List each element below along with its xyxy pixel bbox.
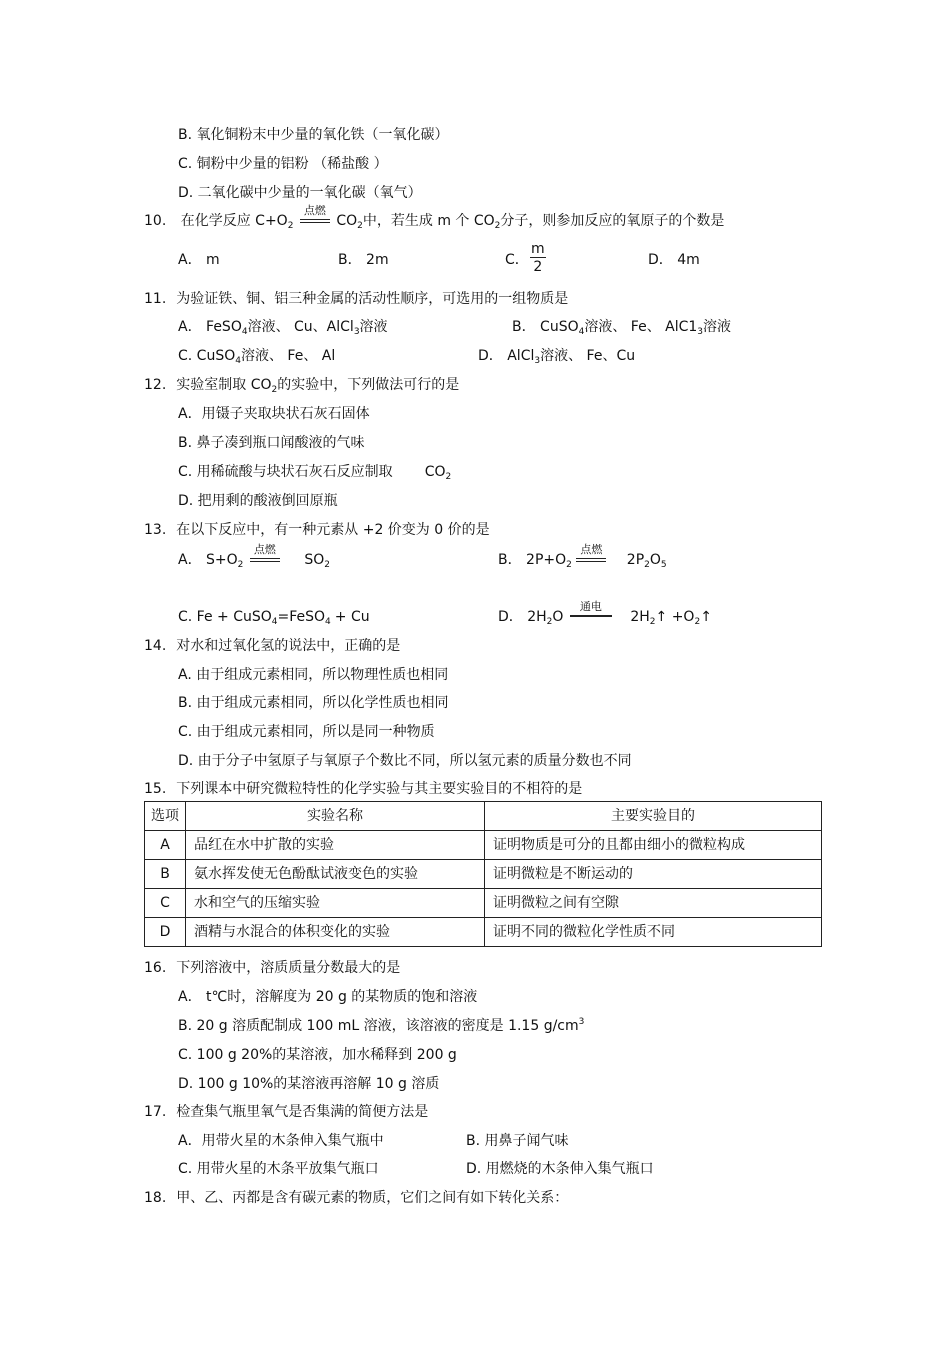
table-row (145, 831, 822, 860)
q10-fraction: $\frac{m}{2}$ (531, 241, 545, 275)
table-cell: 证明物质是可分的且都由细小的微粒构成 (485, 831, 822, 860)
table-row (145, 889, 822, 918)
table-cell: 氨水挥发使无色酚酞试液变色的实验 (186, 860, 485, 889)
table-cell: 证明微粒之间有空隙 (485, 889, 822, 918)
q13d-condition-arrow: 通电 (568, 608, 614, 626)
q16-option-c: C. 100 g 20%的某溶液，加水稀释到 200 g (178, 1047, 457, 1063)
q15-table (144, 801, 822, 947)
table-header-cell: 选项 (145, 802, 186, 831)
q16-option-b: B. 20 g 溶质配制成 100 mL 溶液，该溶液的密度是 1.15 $g/cm^3$ (178, 1017, 585, 1034)
table-cell: 水和空气的压缩实验 (186, 889, 485, 918)
q13a-condition-arrow: 点燃 (248, 551, 282, 569)
q16-stem: 16. 下列溶液中，溶质质量分数最大的是 (144, 960, 401, 976)
q12-option-c: C. 用稀硫酸与块状石灰石反应制取 $CO_2$ (178, 464, 452, 482)
table-row (145, 918, 822, 947)
table-cell: 品红在水中扩散的实验 (186, 831, 485, 860)
q10-condition-arrow: 点燃 (298, 212, 332, 230)
q10-option-c: C． (505, 252, 529, 268)
q16-option-a: A． t℃时，溶解度为 20 g 的某物质的饱和溶液 (178, 989, 478, 1005)
q13-option-c: C. Fe + CuSO$_4$=FeSO$_4$ + Cu (178, 609, 370, 627)
q14-option-d: D. 由于分子中氢原子与氧原子个数比不同，所以氢元素的质量分数也不同 (178, 753, 632, 769)
q17-option-a: A．用带火星的木条伸入集气瓶中 (178, 1133, 384, 1149)
table-cell: D (145, 918, 186, 947)
q14-option-a: A. 由于组成元素相同，所以物理性质也相同 (178, 667, 449, 683)
q9-option-b: B. 氧化铜粉末中少量的氧化铁（一氧化碳） (178, 127, 449, 143)
q17-option-b: B. 用鼻子闻气味 (466, 1133, 569, 1149)
q11-option-b: B． CuSO$_4$溶液、 Fe、 $AlC1_3$溶液 (512, 319, 732, 337)
q10-option-d: D． 4m (648, 252, 700, 268)
table-cell: 酒精与水混合的体积变化的实验 (186, 918, 485, 947)
table-cell: B (145, 860, 186, 889)
table-header-cell: 实验名称 (186, 802, 485, 831)
q9-option-d: D. 二氧化碳中少量的一氧化碳（氧气） (178, 185, 422, 201)
table-header-row (145, 802, 822, 831)
q13-option-d: D． $2H_2O$ 通电 $2H_2↑$ $+O_2↑$ (498, 600, 712, 627)
q12-stem: 12. 实验室制取 $CO_2$的实验中，下列做法可行的是 (144, 377, 460, 395)
q14-stem: 14. 对水和过氧化氢的说法中，正确的是 (144, 638, 401, 654)
table-header-cell: 主要实验目的 (485, 802, 822, 831)
table-cell: 证明不同的微粒化学性质不同 (485, 918, 822, 947)
q11-option-c: C. CuSO$_4$溶液、 Fe、 Al (178, 348, 336, 366)
q11-option-a: A． FeSO$_4$溶液、 Cu、AlCl$_3$溶液 (178, 319, 388, 337)
q14-option-c: C. 由于组成元素相同，所以是同一种物质 (178, 724, 435, 740)
q10-stem: 10. 在化学反应 $C+O_2$ 点燃 $CO_2$中，若生成 m 个 $CO_2$分子，则参加反应的氧原子的个数是 (144, 204, 725, 231)
q17-option-c: C. 用带火星的木条平放集气瓶口 (178, 1161, 379, 1177)
table-cell: A (145, 831, 186, 860)
q10-option-a: A． m (178, 252, 220, 268)
q16-option-d: D. 100 g 10%的某溶液再溶解 10 g 溶质 (178, 1076, 440, 1092)
q14-option-b: B. 由于组成元素相同，所以化学性质也相同 (178, 695, 449, 711)
q12-option-a: A．用镊子夹取块状石灰石固体 (178, 406, 370, 422)
q13-option-b: B． $2P+O_2$ 点燃 $2P_2O_5$ (498, 543, 667, 570)
q10-option-b: B． 2m (338, 252, 389, 268)
table-row (145, 860, 822, 889)
q12-option-b: B. 鼻子凑到瓶口闻酸液的气味 (178, 435, 365, 451)
q13b-condition-arrow: 点燃 (574, 551, 608, 569)
q11-option-d: D． AlCl$_3$溶液、 Fe、Cu (478, 348, 636, 366)
q12-option-d: D. 把用剩的酸液倒回原瓶 (178, 493, 338, 509)
q15-stem: 15. 下列课本中研究微粒特性的化学实验与其主要实验目的不相符的是 (144, 781, 583, 797)
q13-option-a: A． $S+O_2$ 点燃 $SO_2$ (178, 543, 330, 570)
q17-option-d: D. 用燃烧的木条伸入集气瓶口 (466, 1161, 654, 1177)
q13-stem: 13. 在以下反应中，有一种元素从 +2 价变为 0 价的是 (144, 522, 490, 538)
q11-stem: 11. 为验证铁、铜、铝三种金属的活动性顺序，可选用的一组物质是 (144, 291, 569, 307)
q9-option-c: C. 铜粉中少量的铝粉 （稀盐酸 ） (178, 156, 388, 172)
q18-stem: 18. 甲、乙、丙都是含有碳元素的物质，它们之间有如下转化关系： (144, 1190, 569, 1206)
table-cell: 证明微粒是不断运动的 (485, 860, 822, 889)
q10-number: 10. (144, 213, 167, 229)
table-cell: C (145, 889, 186, 918)
q17-stem: 17. 检查集气瓶里氧气是否集满的简便方法是 (144, 1104, 429, 1120)
